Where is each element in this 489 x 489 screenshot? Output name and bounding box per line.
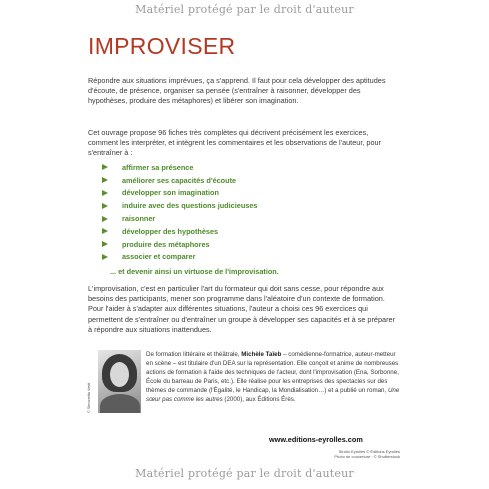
list-item-label: raisonner xyxy=(122,214,156,224)
photo-credit: © Simonetta Vesti xyxy=(87,382,91,413)
list-item xyxy=(102,161,257,174)
watermark-bottom: Matériel protégé par le droit d'auteur xyxy=(135,467,354,480)
skills-list xyxy=(102,161,257,263)
arrow-bullet-icon xyxy=(102,241,108,247)
watermark-top: Matériel protégé par le droit d'auteur xyxy=(135,3,354,16)
list-item-label: développer son imagination xyxy=(122,188,219,198)
author-bio xyxy=(146,351,400,404)
intro-paragraph: Répondre aux situations imprévues, ça s'apprend. Il faut pour cela développer des aptitudes d'écoute, de présence, organiser sa pensée (s'entraîner à raisonner, développer des hypothèses, produire des métaphores) et libérer son imagination. xyxy=(88,76,386,106)
list-item-label: associer et comparer xyxy=(122,252,196,262)
publisher-website: www.editions-eyrolles.com xyxy=(269,435,363,444)
list-item xyxy=(102,187,257,200)
arrow-bullet-icon xyxy=(102,190,108,196)
arrow-bullet-icon xyxy=(102,203,108,209)
trainer-paragraph: L'improvisation, c'est en particulier l'art du formateur qui doit sans cesse, pour répondre aux besoins des participants, mener son programme dans l'aléatoire d'un contexte de formation. Pour l'aider à s'adapter aux différentes situations, l'auteur a choisi ces 96 exercices qui permettent de s'entraîner ou d'entraîner un groupe à développer ses capacités et à se préparer à répondre aux situations inattendues. xyxy=(88,284,396,334)
arrow-bullet-icon xyxy=(102,216,108,222)
bio-intro: De formation littéraire et théâtrale, xyxy=(146,351,242,358)
arrow-bullet-icon xyxy=(102,228,108,234)
overview-paragraph: Cet ouvrage propose 96 fiches très complètes qui décrivent précisément les exercices, comment les interpréter, et intègrent les commentaires et les observations de l'auteur, pour s'entraîner à : xyxy=(88,128,382,158)
list-item xyxy=(102,225,257,238)
book-title: IMPROVISER xyxy=(88,33,236,59)
list-item xyxy=(102,238,257,251)
list-item-label: améliorer ses capacités d'écoute xyxy=(122,175,237,185)
arrow-bullet-icon xyxy=(102,254,108,260)
author-photo xyxy=(98,350,141,413)
list-conclusion: ... et devenir ainsi un virtuose de l'improvisation. xyxy=(110,267,279,276)
list-item-label: affirmer sa présence xyxy=(122,162,194,172)
list-item xyxy=(102,212,257,225)
list-item xyxy=(102,199,257,212)
author-name: Michèle Taïeb xyxy=(241,351,282,358)
list-item-label: développer des hypothèses xyxy=(122,226,219,236)
list-item xyxy=(102,251,257,264)
bio-end: (2000), aux Éditions Érès. xyxy=(222,395,296,403)
bio-text: – comédienne-formatrice, auteur-metteur en scène – est titulaire d'un DEA sur la représentation. Elle conçoit et anime de nombreuses actions de formation à l'aide des techniques de l'acteur, dont l'improvisation (Ena, Sorbonne, École du barreau de Paris, etc.). Elle réalise pour les entreprises des spectacles sur des thèmes de commande (l'Égalité, le Handicap, la Mondialisation…) et a publié un roman, xyxy=(146,351,399,394)
cover-photo-credit: Photo de couverture : © Shutterstock xyxy=(334,454,400,460)
novel-title: Une sœur pas comme les autres xyxy=(146,386,400,403)
list-item xyxy=(102,174,257,187)
arrow-bullet-icon xyxy=(102,177,108,183)
cover-credits xyxy=(280,449,400,460)
arrow-bullet-icon xyxy=(102,164,108,170)
list-item-label: produire des métaphores xyxy=(122,239,210,249)
list-item-label: induire avec des questions judicieuses xyxy=(122,201,258,211)
studio-credit: Studio Eyrolles © Éditions Eyrolles xyxy=(338,449,400,454)
